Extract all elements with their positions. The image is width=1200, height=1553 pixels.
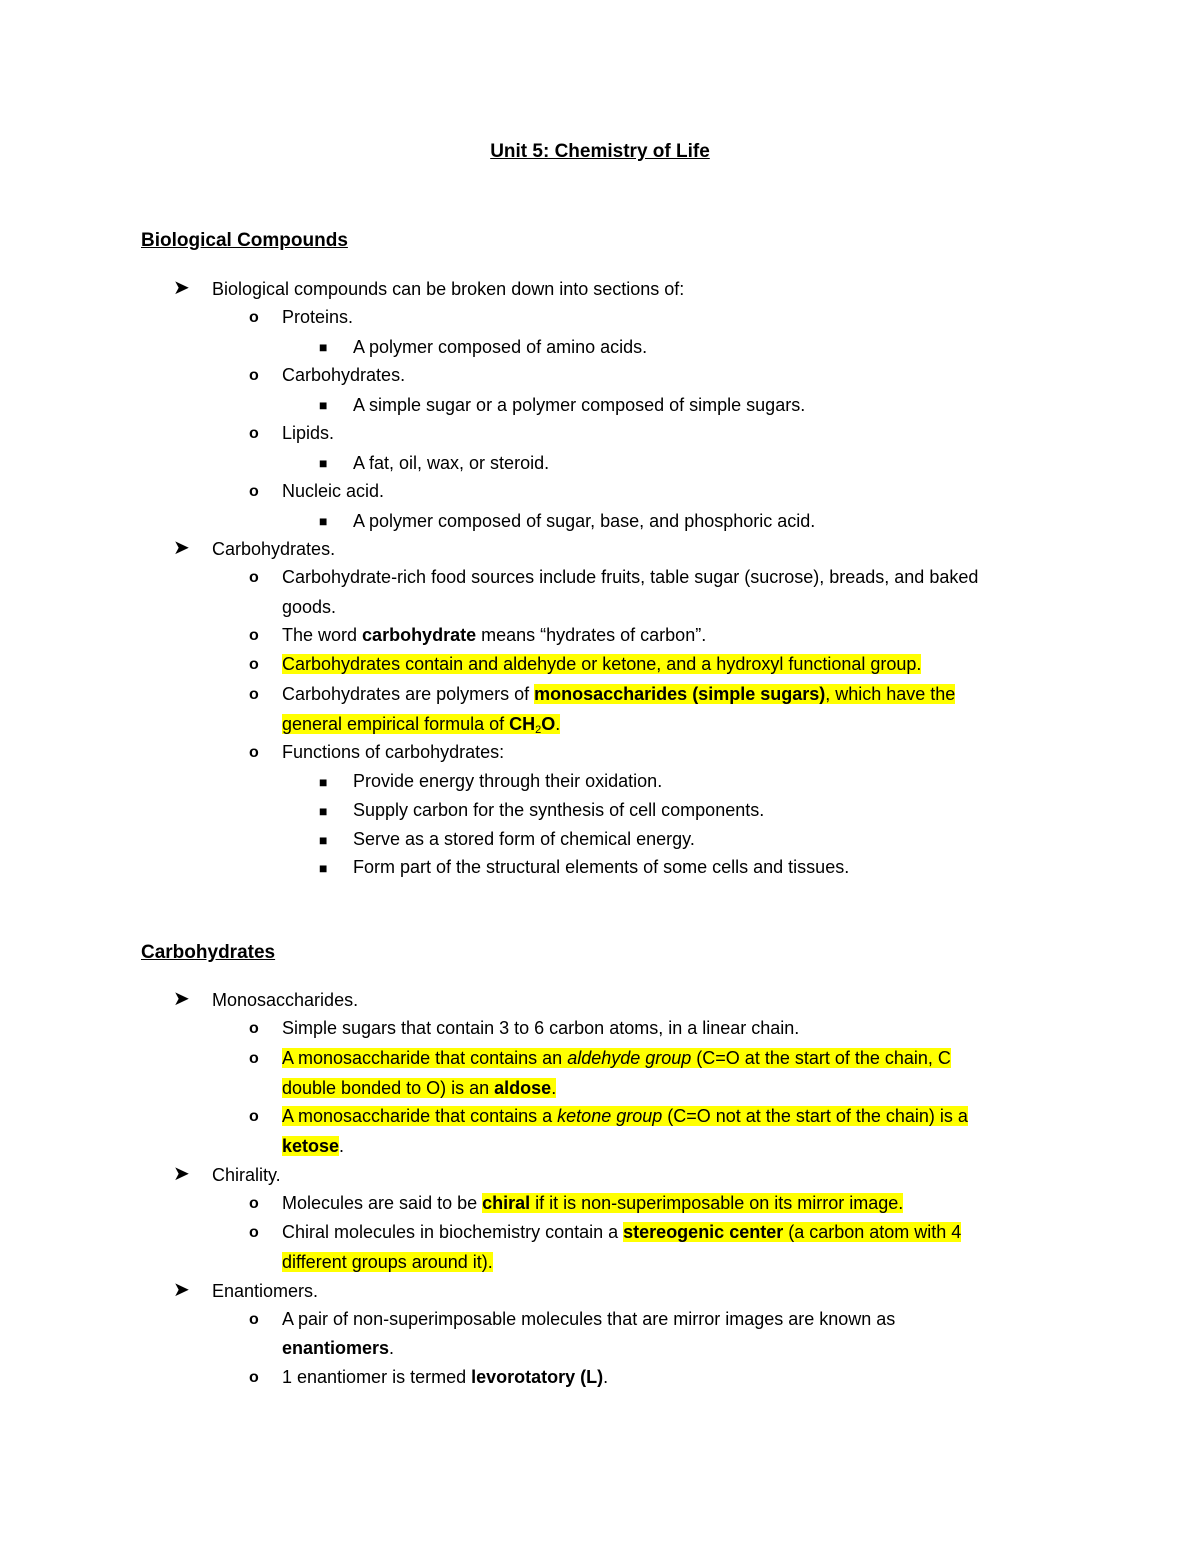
circle-bullet-icon: o bbox=[249, 1195, 259, 1212]
square-bullet-icon: ■ bbox=[319, 455, 328, 471]
circle-bullet-icon: o bbox=[249, 656, 259, 673]
circle-bullet-icon: o bbox=[249, 367, 259, 384]
circle-bullet-icon: o bbox=[249, 1108, 259, 1125]
circle-bullet-icon: o bbox=[249, 627, 259, 644]
list-item: Carbohydrates. bbox=[282, 365, 406, 385]
circle-bullet-icon: o bbox=[249, 1369, 259, 1386]
list-item: Chiral molecules in biochemistry contain a stereogenic center (a carbon atom with 4 bbox=[282, 1222, 962, 1242]
list-item: A simple sugar or a polymer composed of simple sugars. bbox=[353, 395, 806, 415]
square-bullet-icon: ■ bbox=[319, 397, 328, 413]
list-item: 1 enantiomer is termed levorotatory (L). bbox=[282, 1367, 609, 1387]
circle-bullet-icon: o bbox=[249, 425, 259, 442]
list-item: Carbohydrates contain and aldehyde or ketone, and a hydroxyl functional group. bbox=[282, 654, 922, 674]
list-item-continued: double bonded to O) is an aldose. bbox=[282, 1078, 557, 1098]
list-item: Supply carbon for the synthesis of cell components. bbox=[353, 800, 765, 820]
square-bullet-icon: ■ bbox=[319, 803, 328, 819]
circle-bullet-icon: o bbox=[249, 1311, 259, 1328]
list-item-continued: general empirical formula of $CH_2O$. bbox=[282, 714, 561, 736]
list-item: The word carbohydrate means “hydrates of carbon”. bbox=[282, 625, 707, 645]
list-item: Biological compounds can be broken down into sections of: bbox=[212, 279, 685, 299]
list-item-continued: goods. bbox=[282, 597, 337, 617]
list-item: Enantiomers. bbox=[212, 1281, 319, 1301]
list-item: Proteins. bbox=[282, 307, 354, 327]
arrow-bullet-icon: ➤ bbox=[173, 1163, 190, 1185]
circle-bullet-icon: o bbox=[249, 1050, 259, 1067]
arrow-bullet-icon: ➤ bbox=[173, 988, 190, 1010]
list-item-continued: ketose. bbox=[282, 1136, 345, 1156]
list-item: Provide energy through their oxidation. bbox=[353, 771, 663, 791]
list-item: Monosaccharides. bbox=[212, 990, 359, 1010]
square-bullet-icon: ■ bbox=[319, 832, 328, 848]
list-item: A monosaccharide that contains a ketone group (C=O not at the start of the chain) is a bbox=[282, 1106, 968, 1126]
list-item: Simple sugars that contain 3 to 6 carbon atoms, in a linear chain. bbox=[282, 1018, 800, 1038]
list-item: Nucleic acid. bbox=[282, 481, 385, 501]
list-item: Chirality. bbox=[212, 1165, 281, 1185]
list-item: A fat, oil, wax, or steroid. bbox=[353, 453, 550, 473]
list-item-continued: different groups around it). bbox=[282, 1252, 493, 1272]
heading-carbohydrates: Carbohydrates bbox=[141, 942, 276, 963]
list-item: Carbohydrates are polymers of monosaccharides (simple sugars), which have the bbox=[282, 684, 956, 704]
list-item: A pair of non-superimposable molecules that are mirror images are known as bbox=[282, 1309, 896, 1329]
square-bullet-icon: ■ bbox=[319, 860, 328, 876]
circle-bullet-icon: o bbox=[249, 686, 259, 703]
page-title: Unit 5: Chemistry of Life bbox=[490, 141, 710, 162]
circle-bullet-icon: o bbox=[249, 744, 259, 761]
list-item: A monosaccharide that contains an aldehyde group (C=O at the start of the chain, C bbox=[282, 1048, 951, 1068]
list-item: Carbohydrates. bbox=[212, 539, 336, 559]
square-bullet-icon: ■ bbox=[319, 774, 328, 790]
list-item: Molecules are said to be chiral if it is non-superimposable on its mirror image. bbox=[282, 1193, 904, 1213]
circle-bullet-icon: o bbox=[249, 569, 259, 586]
circle-bullet-icon: o bbox=[249, 1020, 259, 1037]
arrow-bullet-icon: ➤ bbox=[173, 1279, 190, 1301]
list-item: Lipids. bbox=[282, 423, 335, 443]
list-item: Functions of carbohydrates: bbox=[282, 742, 505, 762]
arrow-bullet-icon: ➤ bbox=[173, 277, 190, 299]
square-bullet-icon: ■ bbox=[319, 513, 328, 529]
circle-bullet-icon: o bbox=[249, 483, 259, 500]
list-item-continued: enantiomers. bbox=[282, 1338, 395, 1358]
arrow-bullet-icon: ➤ bbox=[173, 537, 190, 559]
heading-biological-compounds: Biological Compounds bbox=[141, 230, 348, 251]
list-item: Carbohydrate-rich food sources include fruits, table sugar (sucrose), breads, and baked bbox=[282, 567, 979, 587]
square-bullet-icon: ■ bbox=[319, 339, 328, 355]
circle-bullet-icon: o bbox=[249, 309, 259, 326]
list-item: Serve as a stored form of chemical energy. bbox=[353, 829, 695, 849]
list-item: A polymer composed of amino acids. bbox=[353, 337, 648, 357]
list-item: A polymer composed of sugar, base, and phosphoric acid. bbox=[353, 511, 816, 531]
list-item: Form part of the structural elements of some cells and tissues. bbox=[353, 857, 850, 877]
circle-bullet-icon: o bbox=[249, 1224, 259, 1241]
